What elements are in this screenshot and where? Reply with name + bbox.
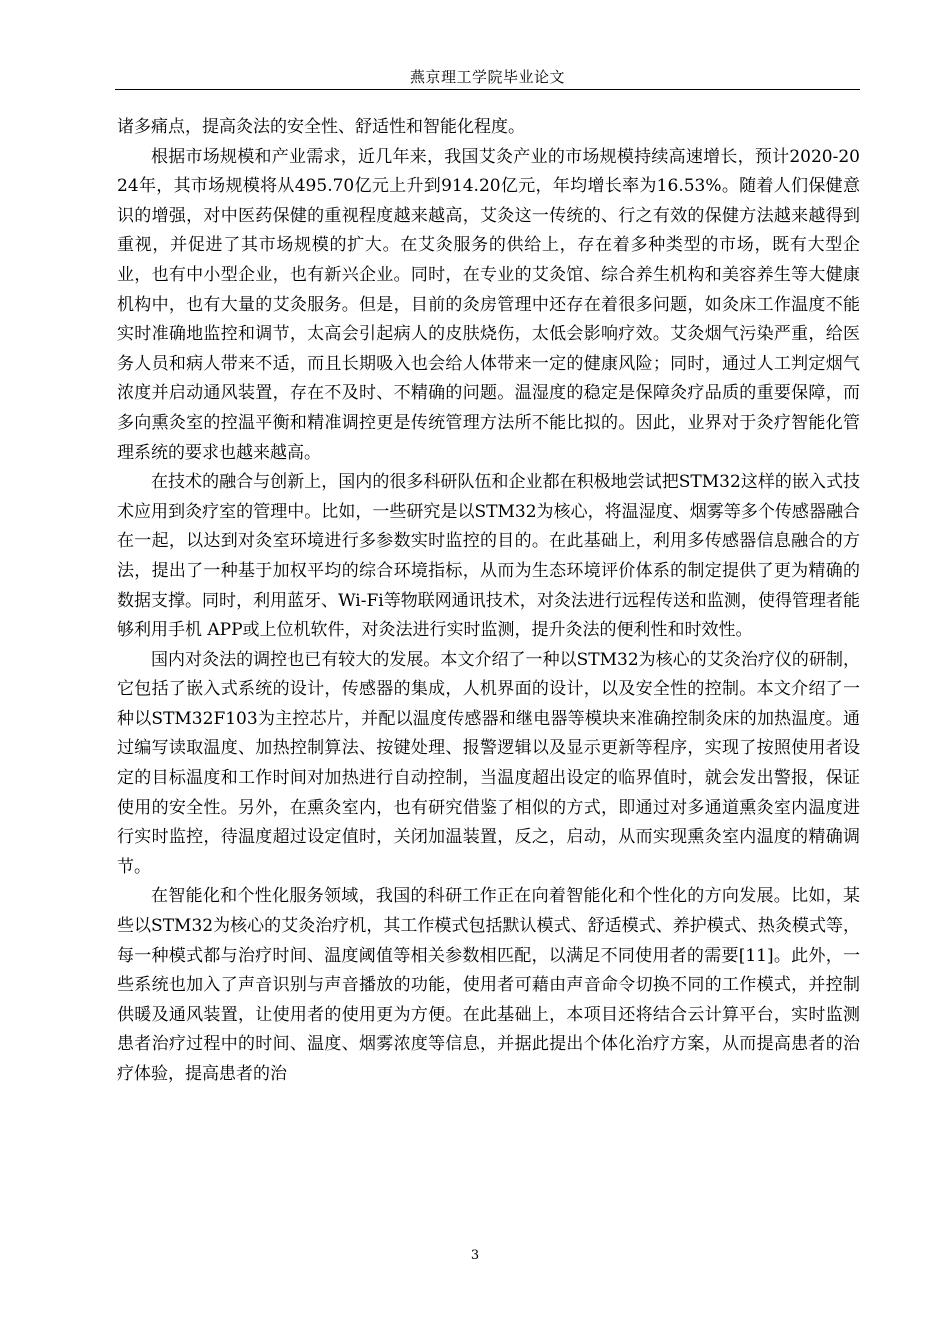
page-number: 3 (470, 1248, 480, 1263)
header-title: 燕京理工学院毕业论文 (409, 68, 565, 86)
page-header (115, 66, 860, 90)
paragraph: 国内对灸法的调控也已有较大的发展。本文介绍了一种以STM32为核心的艾灸治疗仪的研制，它包括了嵌入式系统的设计，传感器的集成，人机界面的设计，以及安全性的控制。本文介绍了一种以STM32F103为主控芯片，并配以温度传感器和继电器等模块来准确控制灸床的加热温度。通过编写读取温度、加热控制算法、按键处理、报警逻辑以及显示更新等程序，实现了按照使用者设定的目标温度和工作时间对加热进行自动控制，当温度超出设定的临界值时，就会发出警报，保证使用的安全性。另外，在熏灸室内，也有研究借鉴了相似的方式，即通过对多通道熏灸室内温度进行实时监控，待温度超过设定值时，关闭加温装置，反之，启动，从而实现熏灸室内温度的精确调节。 (117, 649, 860, 877)
body-text (117, 113, 860, 1090)
paragraph: 诸多痛点，提高灸法的安全性、舒适性和智能化程度。 (117, 117, 525, 137)
paragraph: 在技术的融合与创新上，国内的很多科研队伍和企业都在积极地尝试把STM32这样的嵌入式技术应用到灸疗室的管理中。比如，一些研究是以STM32为核心，将温湿度、烟雾等多个传感器融合在一起，以达到对灸室环境进行多参数实时监控的目的。在此基础上，利用多传感器信息融合的方法，提出了一种基于加权平均的综合环境指标，从而为生态环境评价体系的制定提供了更为精确的数据支撑。同时，利用蓝牙、Wi-Fi等物联网通讯技术，对灸法进行远程传送和监测，使得管理者能够利用手机 APP或上位机软件，对灸法进行实时监测，提升灸法的便利性和时效性。 (117, 472, 860, 641)
paragraph: 在智能化和个性化服务领域，我国的科研工作正在向着智能化和个性化的方向发展。比如，某些以STM32为核心的艾灸治疗机，其工作模式包括默认模式、舒适模式、养护模式、热灸模式等，每一种模式都与治疗时间、温度阈值等相关参数相匹配，以满足不同使用者的需要[11]。此外，一些系统也加入了声音识别与声音播放的功能，使用者可藉由声音命令切换不同的工作模式，并控制供暖及通风装置，让使用者的使用更为方便。在此基础上，本项目还将结合云计算平台，实时监测患者治疗过程中的时间、温度、烟雾浓度等信息，并据此提出个体化治疗方案，从而提高患者的治疗体验，提高患者的治 (117, 886, 860, 1084)
paragraph: 根据市场规模和产业需求，近几年来，我国艾灸产业的市场规模持续高速增长，预计2020-2024年，其市场规模将从495.70亿元上升到914.20亿元，年均增长率为16.53%。随着人们保健意识的增强，对中医药保健的重视程度越来越高，艾灸这一传统的、行之有效的保健方法越来越得到重视，并促进了其市场规模的扩大。在艾灸服务的供给上，存在着多种类型的市场，既有大型企业，也有中小型企业，也有新兴企业。同时，在专业的艾灸馆、综合养生机构和美容养生等大健康机构中，也有大量的艾灸服务。但是，目前的灸房管理中还存在着很多问题，如灸床工作温度不能实时准确地监控和调节，太高会引起病人的皮肤烧伤，太低会影响疗效。艾灸烟气污染严重，给医务人员和病人带来不适，而且长期吸入也会给人体带来一定的健康风险；同时，通过人工判定烟气浓度并启动通风装置，存在不及时、不精确的问题。温湿度的稳定是保障灸疗品质的重要保障，而多向熏灸室的控温平衡和精准调控更是传统管理方法所不能比拟的。因此，业界对于灸疗智能化管理系统的要求也越来越高。 (117, 146, 860, 463)
